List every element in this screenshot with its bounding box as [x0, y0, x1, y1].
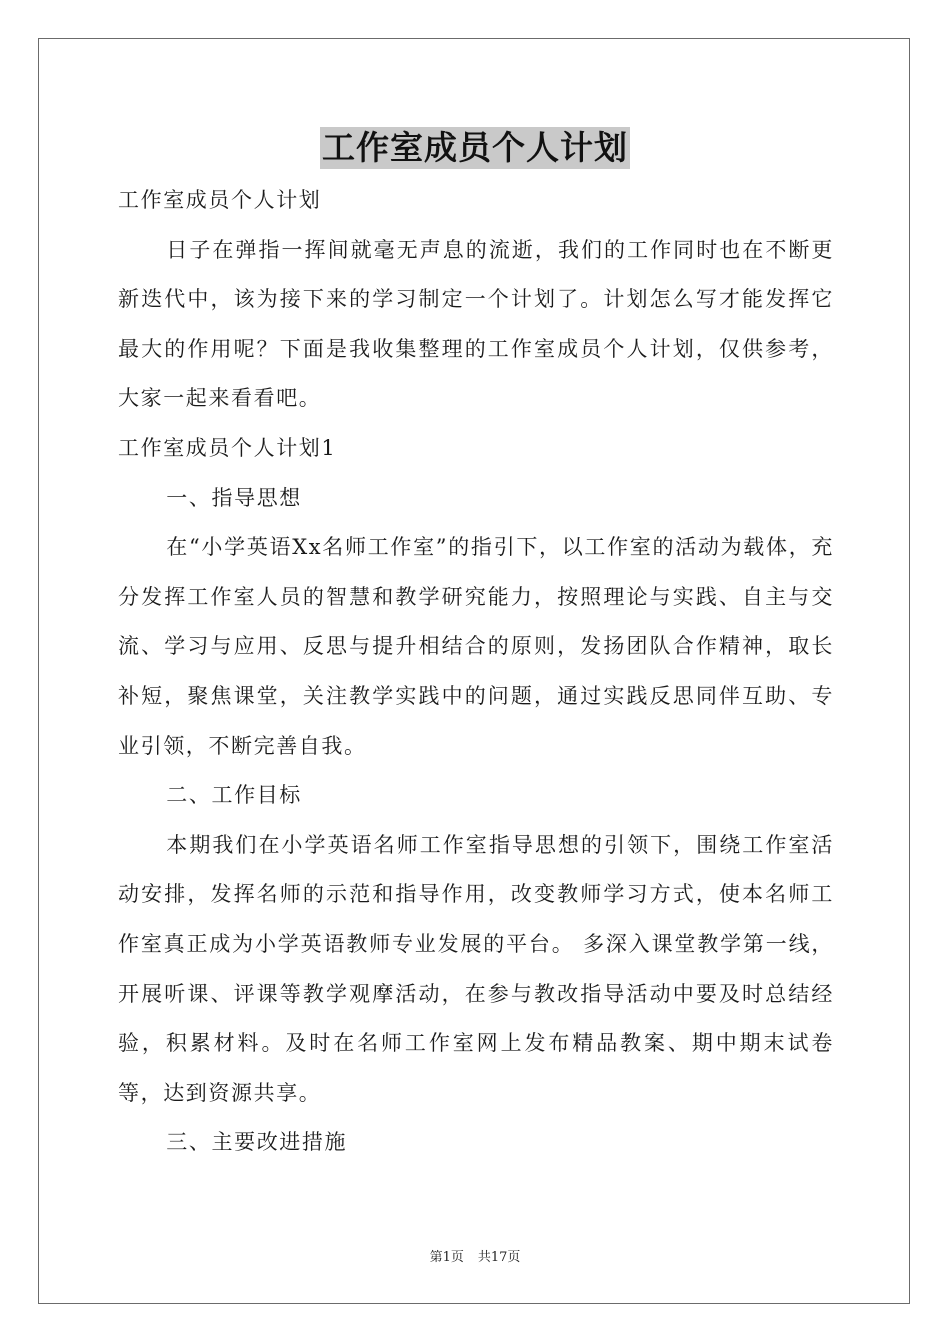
page-footer [0, 1246, 950, 1265]
heading-improvement-measures: 三、主要改进措施 [166, 1130, 348, 1155]
work-goals-paragraph: 本期我们在小学英语名师工作室指导思想的引领下，围绕工作室活动安排，发挥名师的示范和指导作用，改变教师学习方式，使本名师工作室真正成为小学英语教师专业发展的平台。 多深入课堂教学第一线，开展听课、评课等教学观摩活动，在参与教改指导活动中要及时总结经验，积累材料。及时在名师工作室网上发布精品教案、期中期末试卷等，达到资源共享。 [118, 832, 834, 1105]
intro-paragraph: 日子在弹指一挥间就毫无声息的流逝，我们的工作同时也在不断更新迭代中，该为接下来的学习制定一个计划了。计划怎么写才能发挥它最大的作用呢？下面是我收集整理的工作室成员个人计划，仅供参考，大家一起来看看吧。 [118, 237, 834, 411]
heading-work-goals: 二、工作目标 [166, 783, 302, 808]
document-body [118, 176, 834, 1168]
guiding-ideology-paragraph: 在“小学英语Xx名师工作室”的指引下，以工作室的活动为载体，充分发挥工作室人员的智慧和教学研究能力，按照理论与实践、自主与交流、学习与应用、反思与提升相结合的原则，发扬团队合作精神，取长补短，聚焦课堂，关注教学实践中的问题，通过实践反思同伴互助、专业引领，不断完善自我。 [118, 535, 834, 758]
title-container [0, 127, 950, 169]
page-total: 共17页 [477, 1250, 521, 1265]
heading-guiding-ideology: 一、指导思想 [166, 485, 302, 510]
subtitle-paragraph: 工作室成员个人计划 [118, 188, 322, 212]
document-title: 工作室成员个人计划 [322, 128, 628, 167]
section-heading-plan-1: 工作室成员个人计划1 [118, 435, 337, 460]
page-number: 第1页 [429, 1250, 464, 1265]
